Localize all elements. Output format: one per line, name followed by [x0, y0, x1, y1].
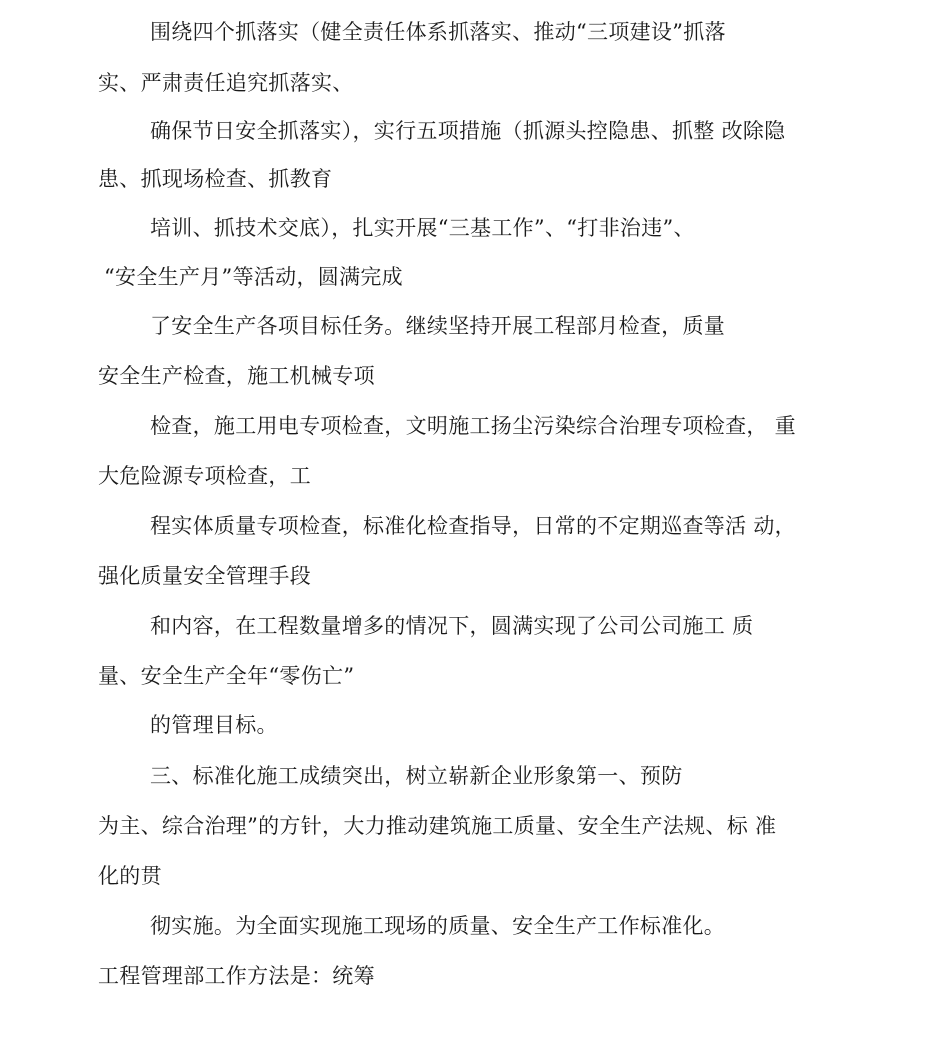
text-line: 彻实施。为全面实现施工现场的质量、安全生产工作标准化。	[150, 914, 726, 938]
text-line: 工程管理部工作方法是：统筹	[98, 964, 375, 988]
text-line: 大危险源专项检查，工	[98, 464, 311, 488]
text-line: 实、严肃责任追究抓落实、	[98, 71, 354, 95]
text-line: 培训、抓技术交底），扎实开展“三基工作”、“打非治违”、	[150, 216, 695, 240]
text-line: 和内容，在工程数量增多的情况下，圆满实现了公司公司施工 质	[150, 614, 754, 638]
text-line: 围绕四个抓落实（健全责任体系抓落实、推动“三项建设”抓落	[150, 20, 726, 44]
text-line: 检查，施工用电专项检查，文明施工扬尘污染综合治理专项检查， 重	[150, 414, 796, 438]
section-heading-line: 三、标准化施工成绩突出，树立崭新企业形象第一、预防	[150, 764, 683, 788]
text-line: 化的贯	[98, 864, 162, 888]
text-line: 的管理目标。	[150, 713, 278, 737]
text-line: 安全生产检查，施工机械专项	[98, 364, 375, 388]
text-line: 确保节日安全抓落实），实行五项措施（抓源头控隐患、抓整 改除隐	[150, 119, 786, 143]
text-line: 了安全生产各项目标任务。继续坚持开展工程部月检查，质量	[150, 314, 726, 338]
text-line: 强化质量安全管理手段	[98, 564, 311, 588]
text-line: “安全生产月”等活动，圆满完成	[104, 265, 403, 289]
text-line: 程实体质量专项检查，标准化检查指导，日常的不定期巡查等活 动，	[150, 514, 796, 538]
text-line: 患、抓现场检查、抓教育	[98, 167, 333, 191]
text-line: 为主、综合治理”的方针，大力推动建筑施工质量、安全生产法规、标 准	[98, 814, 777, 838]
text-line: 量、安全生产全年“零伤亡”	[98, 664, 355, 688]
